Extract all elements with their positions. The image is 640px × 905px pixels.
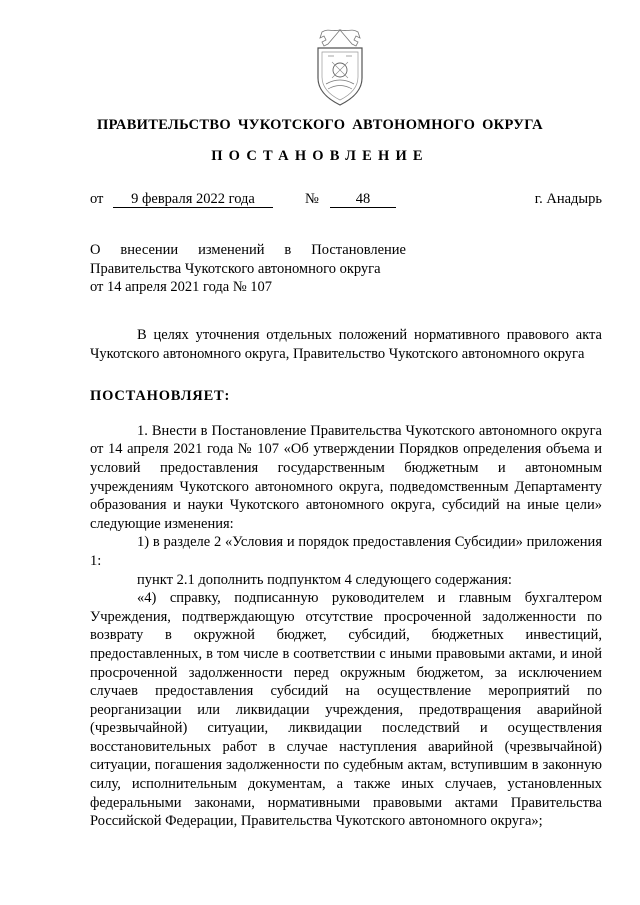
preamble-paragraph: В целях уточнения отдельных положений нормативного правового акта Чукотского автономного округа, Правительство Чукотского автономного округа: [90, 327, 602, 362]
document-date: 9 февраля 2022 года: [113, 191, 273, 208]
subject-date: от 14 апреля 2021 года № 107: [90, 279, 273, 295]
date-prefix: от: [90, 191, 104, 207]
date-number-line: [90, 191, 602, 211]
paragraph-1: 1. Внести в Постановление Правительства Чукотского автономного округа от 14 апреля 2021 года № 107 «Об утверждении Порядков определения объема и условий предоставления государственным бюджетным и автономным учреждениям Чукотского автономного округа, подведомственным Департаменту образования и науки Чукотского автономного округа, субсидий на иные цели» следующие изменения:: [90, 422, 602, 532]
resolve-heading: ПОСТАНОВЛЯЕТ:: [90, 388, 231, 405]
document-subject: [90, 241, 406, 297]
number-sign: №: [305, 191, 319, 207]
paragraph-2: 1) в разделе 2 «Условия и порядок предоставления Субсидии» приложения 1:: [90, 534, 602, 569]
document-city: г. Анадырь: [534, 191, 602, 207]
subject-text: О внесении изменений в Постановление Правительства Чукотского автономного округа: [90, 242, 406, 277]
paragraph-4: «4) справку, подписанную руководителем и главным бухгалтером Учреждения, подтверждающую отсутствие просроченной задолженности по возврату в окружной бюджет, субсидий, бюджетных инвестиций, предоставленных, в том числе в соответствии с иными правовыми актами, и иной просроченной задолженности перед окружным бюджетом, за исключением случаев предоставления субсидий на осуществление мероприятий по реорганизации или ликвидации учреждения, предотвращения аварийной (чрезвычайной) ситуации, ликвидации последствий и осуществления восстановительных работ в случае наступления аварийной (чрезвычайной) ситуации, погашения задолженности по судебным актам, вступившим в законную силу, исполнительным документам, а также иных случаев, установленных федеральными законами, нормативными правовыми актами Правительства Российской Федерации, Правительства Чукотского автономного округа»;: [90, 590, 602, 830]
government-name: ПРАВИТЕЛЬСТВО ЧУКОТСКОГО АВТОНОМНОГО ОКРУГА: [97, 117, 543, 133]
coat-of-arms-emblem: [302, 26, 378, 108]
paragraph-3: пункт 2.1 дополнить подпунктом 4 следующего содержания:: [137, 571, 512, 588]
document-type: ПОСТАНОВЛЕНИЕ: [211, 148, 429, 164]
document-body: [90, 326, 602, 831]
document-number: 48: [330, 191, 396, 208]
shield-icon: [302, 26, 378, 108]
